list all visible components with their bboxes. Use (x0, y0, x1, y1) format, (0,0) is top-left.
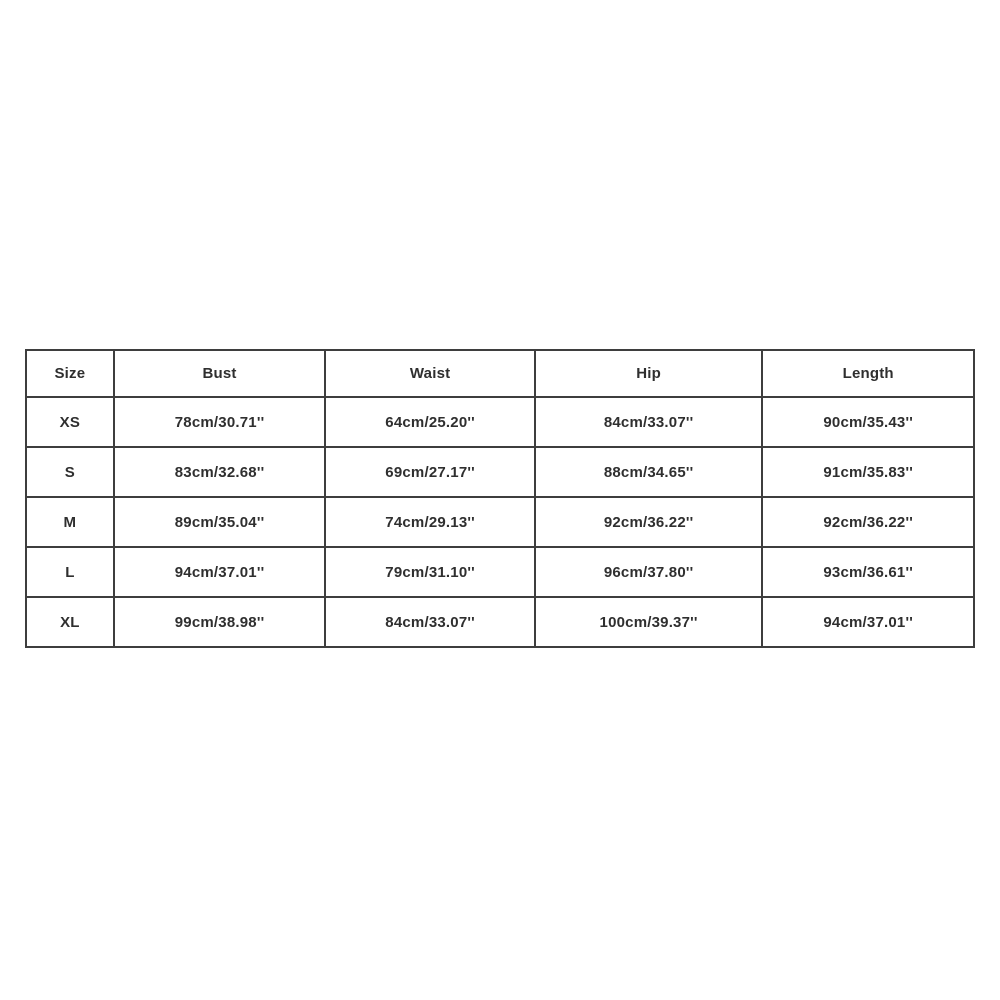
cell-hip: 92cm/36.22'' (535, 497, 763, 547)
col-header-size: Size (26, 350, 114, 397)
cell-waist: 79cm/31.10'' (325, 547, 535, 597)
cell-waist: 64cm/25.20'' (325, 397, 535, 447)
table-row-l (26, 547, 974, 597)
table-row-xs (26, 397, 974, 447)
cell-bust: 78cm/30.71'' (114, 397, 326, 447)
cell-waist: 84cm/33.07'' (325, 597, 535, 647)
size-chart-table (25, 349, 975, 648)
table-row-m (26, 497, 974, 547)
cell-size: M (26, 497, 114, 547)
cell-length: 93cm/36.61'' (762, 547, 974, 597)
cell-length: 94cm/37.01'' (762, 597, 974, 647)
cell-hip: 96cm/37.80'' (535, 547, 763, 597)
cell-waist: 69cm/27.17'' (325, 447, 535, 497)
table-row-xl (26, 597, 974, 647)
cell-waist: 74cm/29.13'' (325, 497, 535, 547)
col-header-waist: Waist (325, 350, 535, 397)
cell-size: XS (26, 397, 114, 447)
col-header-hip: Hip (535, 350, 763, 397)
header-row (26, 350, 974, 397)
cell-size: S (26, 447, 114, 497)
size-chart (25, 349, 975, 648)
cell-hip: 88cm/34.65'' (535, 447, 763, 497)
cell-length: 92cm/36.22'' (762, 497, 974, 547)
col-header-length: Length (762, 350, 974, 397)
cell-size: XL (26, 597, 114, 647)
cell-length: 91cm/35.83'' (762, 447, 974, 497)
col-header-bust: Bust (114, 350, 326, 397)
cell-bust: 83cm/32.68'' (114, 447, 326, 497)
cell-hip: 84cm/33.07'' (535, 397, 763, 447)
cell-hip: 100cm/39.37'' (535, 597, 763, 647)
cell-size: L (26, 547, 114, 597)
table-row-s (26, 447, 974, 497)
cell-bust: 99cm/38.98'' (114, 597, 326, 647)
cell-bust: 94cm/37.01'' (114, 547, 326, 597)
cell-bust: 89cm/35.04'' (114, 497, 326, 547)
cell-length: 90cm/35.43'' (762, 397, 974, 447)
